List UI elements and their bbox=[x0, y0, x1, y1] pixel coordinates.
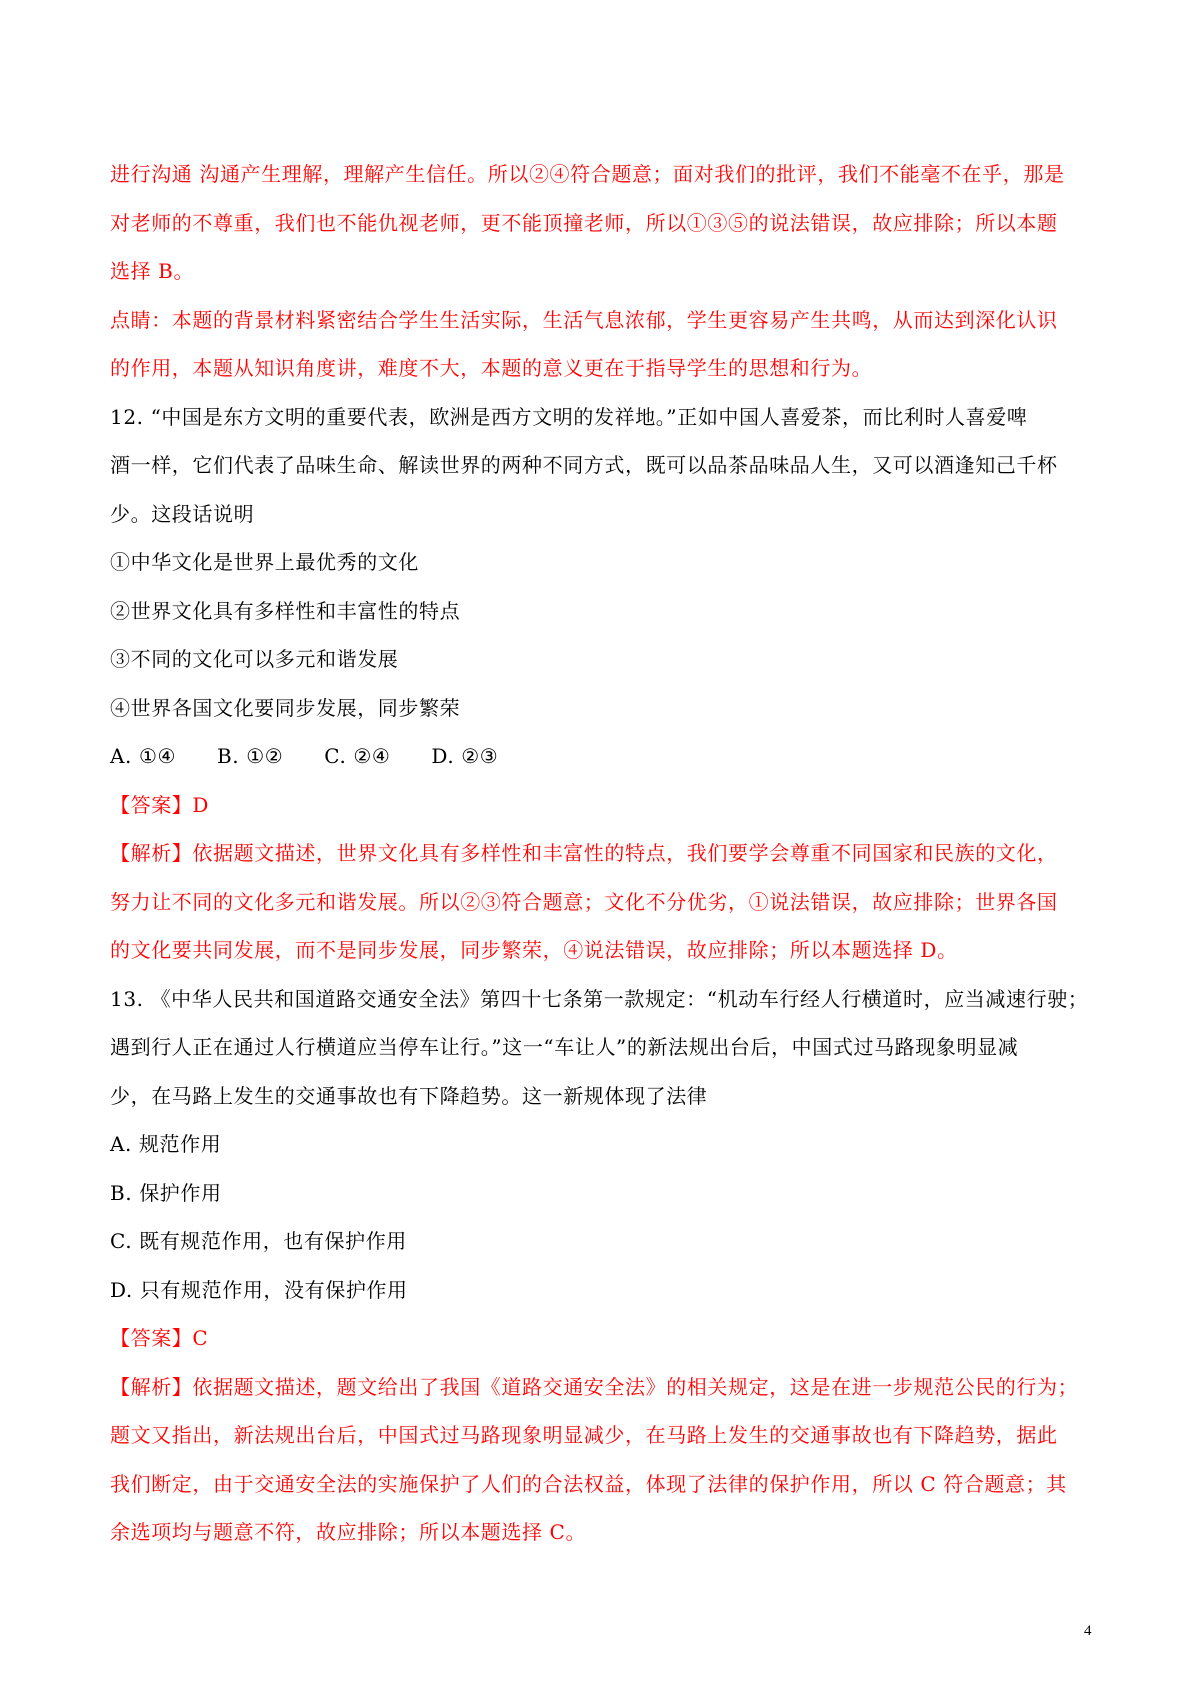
text-line: ④世界各国文化要同步发展，同步繁荣 bbox=[110, 695, 461, 720]
text-line: D. 只有规范作用，没有保护作用 bbox=[110, 1277, 408, 1302]
text-line: 酒一样，它们代表了品味生命、解读世界的两种不同方式，既可以品茶品味品人生，又可以酒逢知己千杯 bbox=[110, 453, 1058, 477]
text-line: 余选项均与题意不符，故应排除；所以本题选择 C。 bbox=[110, 1520, 587, 1544]
text-line: 题文又指出，新法规出台后，中国式过马路现象明显减少，在马路上发生的交通事故也有下降趋势，据此 bbox=[110, 1423, 1058, 1447]
page-number: 4 bbox=[1084, 1623, 1092, 1639]
text-line: 【答案】D bbox=[110, 792, 210, 817]
text-line: 少，在马路上发生的交通事故也有下降趋势。这一新规体现了法律 bbox=[110, 1083, 708, 1108]
text-line: 少。这段话说明 bbox=[110, 501, 255, 526]
q12-options bbox=[110, 732, 1095, 781]
text-line: 【答案】C bbox=[110, 1326, 209, 1350]
q12-option-b: B. ①② bbox=[217, 744, 284, 768]
text-line: ①中华文化是世界上最优秀的文化 bbox=[110, 550, 419, 574]
text-line: 对老师的不尊重，我们也不能仇视老师，更不能顶撞老师，所以①③⑤的说法错误，故应排除；所以本题 bbox=[110, 210, 1058, 235]
text-line: A. 规范作用 bbox=[110, 1132, 222, 1156]
text-line: 点睛：本题的背景材料紧密结合学生生活实际，生活气息浓郁，学生更容易产生共鸣，从而达到深化认识 bbox=[110, 307, 1058, 332]
text-line: 12. “中国是东方文明的重要代表，欧洲是西方文明的发祥地。”正如中国人喜爱茶，而比利时人喜爱啤 bbox=[110, 404, 1028, 429]
text-line: 【解析】依据题文描述，世界文化具有多样性和丰富性的特点，我们要学会尊重不同国家和民族的文化， bbox=[110, 841, 1058, 865]
text-block-q12-answer-q13 bbox=[110, 781, 1095, 1557]
text-line: 的文化要共同发展，而不是同步发展，同步繁荣，④说法错误，故应排除；所以本题选择 D。 bbox=[110, 938, 958, 962]
text-line: 【解析】依据题文描述，题文给出了我国《道路交通安全法》的相关规定，这是在进一步规范公民的行为； bbox=[110, 1374, 1079, 1399]
text-block-q11-q12 bbox=[110, 150, 1095, 732]
q12-option-c: C. ②④ bbox=[324, 744, 391, 768]
text-line: 遇到行人正在通过人行横道应当停车让行。”这一“车让人”的新法规出台后，中国式过马路现象明显减 bbox=[110, 1035, 1019, 1059]
text-line: 的作用，本题从知识角度讲，难度不大，本题的意义更在于指导学生的思想和行为。 bbox=[110, 356, 873, 380]
q12-option-d: D. ②③ bbox=[431, 744, 499, 768]
text-line: C. 既有规范作用，也有保护作用 bbox=[110, 1229, 407, 1253]
page-content bbox=[110, 150, 1095, 1557]
text-line: 选择 B。 bbox=[110, 259, 195, 283]
text-line: B. 保护作用 bbox=[110, 1180, 222, 1205]
text-line: 我们断定，由于交通安全法的实施保护了人们的合法权益，体现了法律的保护作用，所以 C 符合题意；其 bbox=[110, 1471, 1067, 1496]
text-line: 13. 《中华人民共和国道路交通安全法》第四十七条第一款规定：“机动车行经人行横道时，应当减速行驶； bbox=[110, 986, 1089, 1011]
text-line: ③不同的文化可以多元和谐发展 bbox=[110, 647, 399, 671]
q12-option-a: A. ①④ bbox=[110, 744, 177, 768]
text-line: 进行沟通 沟通产生理解，理解产生信任。所以②④符合题意；面对我们的批评，我们不能毫不在乎，那是 bbox=[110, 162, 1065, 186]
text-line: ②世界文化具有多样性和丰富性的特点 bbox=[110, 598, 461, 623]
text-line: 努力让不同的文化多元和谐发展。所以②③符合题意；文化不分优劣，①说法错误，故应排除；世界各国 bbox=[110, 889, 1058, 914]
